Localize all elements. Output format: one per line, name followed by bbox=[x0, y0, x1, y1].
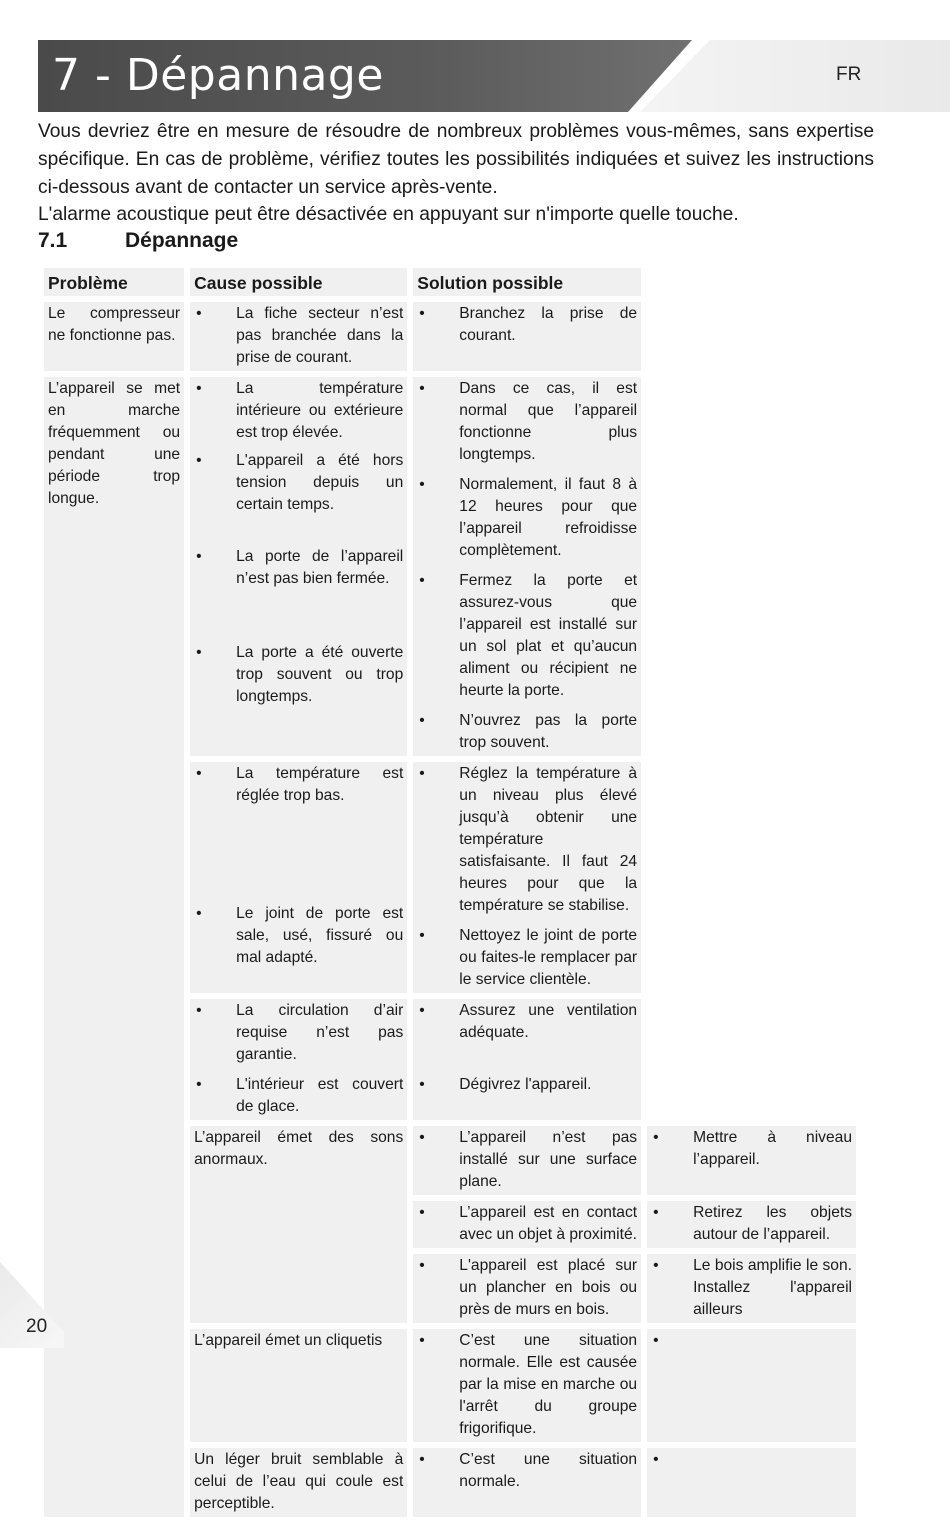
cause-cell bbox=[413, 1448, 641, 1517]
cause-cell bbox=[190, 762, 407, 993]
bullet-icon: • bbox=[196, 452, 202, 469]
bullet-icon: • bbox=[196, 1076, 202, 1093]
header-problem: Problème bbox=[44, 268, 184, 296]
cause-text: C’est une situation normale. Elle est causée par la mise en marche ou l'arrêt du groupe frigorifique. bbox=[459, 1332, 638, 1437]
cause-text: L’appareil est en contact avec un objet à proximité. bbox=[459, 1204, 638, 1243]
bullet-icon: • bbox=[653, 1332, 659, 1349]
intro-text bbox=[38, 118, 874, 229]
cause-text: L'appareil a été hors tension depuis un certain temps. bbox=[236, 452, 404, 513]
bullet-icon: • bbox=[653, 1257, 659, 1274]
cause-text: La circulation d’air requise n’est pas garantie. bbox=[236, 1002, 404, 1063]
cause-cell bbox=[190, 302, 407, 371]
bullet-icon: • bbox=[419, 1076, 425, 1093]
cause-text: L'appareil est placé sur un plancher en bois ou près de murs en bois. bbox=[459, 1257, 638, 1318]
bullet-icon: • bbox=[196, 905, 202, 922]
solution-text: N’ouvrez pas la porte trop souvent. bbox=[459, 712, 638, 751]
cause-cell bbox=[190, 999, 407, 1120]
header-solution: Solution possible bbox=[413, 268, 641, 296]
solution-text: Dégivrez l'appareil. bbox=[459, 1076, 592, 1093]
solution-text: Le bois amplifie le son. Installez l'appareil ailleurs bbox=[693, 1257, 852, 1318]
cause-cell bbox=[413, 1126, 641, 1195]
bullet-icon: • bbox=[419, 927, 425, 944]
cause-text: Le joint de porte est sale, usé, fissuré ou mal adapté. bbox=[236, 905, 404, 966]
section-heading bbox=[38, 229, 238, 253]
section-title: Dépannage bbox=[125, 229, 239, 252]
solution-text: Réglez la température à un niveau plus élevé jusqu’à obtenir une température satisfaisante. Il faut 24 heures pour que la température se stabilise. bbox=[459, 765, 638, 914]
solution-cell bbox=[413, 999, 641, 1120]
table-header-row bbox=[44, 268, 856, 296]
solution-cell bbox=[413, 302, 641, 371]
language-code: FR bbox=[836, 64, 862, 85]
solution-cell bbox=[647, 1329, 856, 1442]
bullet-icon: • bbox=[419, 305, 425, 322]
bullet-icon: • bbox=[196, 1002, 202, 1019]
problem-cell: Le compresseur ne fonctionne pas. bbox=[44, 302, 184, 371]
cause-cell bbox=[413, 1201, 641, 1248]
cause-cell bbox=[413, 1254, 641, 1323]
solution-text: Branchez la prise de courant. bbox=[459, 305, 638, 344]
solution-text: Assurez une ventilation adéquate. bbox=[459, 1002, 638, 1041]
bullet-icon: • bbox=[196, 380, 202, 397]
bullet-icon: • bbox=[419, 765, 425, 782]
cause-text: La fiche secteur n’est pas branchée dans la prise de courant. bbox=[236, 305, 404, 366]
solution-cell bbox=[647, 1126, 856, 1195]
cause-text: La porte a été ouverte trop souvent ou trop longtemps. bbox=[236, 644, 404, 705]
cause-text: La température intérieure ou extérieure est trop élevée. bbox=[236, 380, 404, 441]
cause-cell bbox=[190, 377, 407, 756]
bullet-icon: • bbox=[419, 1451, 425, 1468]
bullet-icon: • bbox=[419, 1332, 425, 1349]
solution-cell bbox=[647, 1201, 856, 1248]
section-number: 7.1 bbox=[38, 229, 68, 252]
table-row bbox=[44, 377, 856, 756]
cause-cell bbox=[413, 1329, 641, 1442]
header-cause: Cause possible bbox=[190, 268, 407, 296]
cause-text: C’est une situation normale. bbox=[459, 1451, 638, 1490]
solution-text: Fermez la porte et assurez-vous que l’appareil est installé sur un sol plat et qu’aucun aliment ou récipient ne heurte la porte. bbox=[459, 572, 638, 699]
solution-cell bbox=[413, 377, 641, 756]
solution-text: Normalement, il faut 8 à 12 heures pour que l’appareil refroidisse complètement. bbox=[459, 476, 638, 559]
header-banner-light bbox=[640, 40, 950, 112]
solution-cell bbox=[647, 1448, 856, 1517]
bullet-icon: • bbox=[419, 712, 425, 729]
bullet-icon: • bbox=[196, 305, 202, 322]
intro-paragraph-1: Vous devriez être en mesure de résoudre de nombreux problèmes vous-mêmes, sans expertise spécifique. En cas de problème, vérifiez toutes les possibilités indiquées et suivez les instructions ci-dessous avant de contacter un service après-vente. bbox=[38, 121, 874, 198]
bullet-icon: • bbox=[653, 1129, 659, 1146]
bullet-icon: • bbox=[653, 1451, 659, 1468]
bullet-icon: • bbox=[419, 380, 425, 397]
problem-cell: L’appareil émet un cliquetis bbox=[190, 1329, 407, 1442]
page-number: 20 bbox=[26, 1316, 48, 1337]
bullet-icon: • bbox=[419, 1257, 425, 1274]
bullet-icon: • bbox=[419, 1002, 425, 1019]
bullet-icon: • bbox=[419, 1129, 425, 1146]
solution-text: Mettre à niveau l’appareil. bbox=[693, 1129, 852, 1168]
bullet-icon: • bbox=[196, 548, 202, 565]
problem-cell: L’appareil se met en marche fréquemment ou pendant une période trop longue. bbox=[44, 377, 184, 1517]
cause-text: L’appareil n’est pas installé sur une surface plane. bbox=[459, 1129, 638, 1190]
intro-paragraph-2: L'alarme acoustique peut être désactivée en appuyant sur n'importe quelle touche. bbox=[38, 204, 739, 226]
cause-text: La température est réglée trop bas. bbox=[236, 765, 404, 804]
bullet-icon: • bbox=[196, 644, 202, 661]
cause-text: L'intérieur est couvert de glace. bbox=[236, 1076, 404, 1115]
cause-text: La porte de l’appareil n’est pas bien fermée. bbox=[236, 548, 404, 587]
bullet-icon: • bbox=[653, 1204, 659, 1221]
solution-text: Nettoyez le joint de porte ou faites-le remplacer par le service clientèle. bbox=[459, 927, 638, 988]
solution-text: Retirez les objets autour de l’appareil. bbox=[693, 1204, 852, 1243]
bullet-icon: • bbox=[419, 1204, 425, 1221]
bullet-icon: • bbox=[419, 572, 425, 589]
problem-cell: Un léger bruit semblable à celui de l’eau qui coule est perceptible. bbox=[190, 1448, 407, 1517]
solution-cell bbox=[647, 1254, 856, 1323]
table-row bbox=[44, 302, 856, 371]
bullet-icon: • bbox=[419, 476, 425, 493]
problem-cell: L’appareil émet des sons anormaux. bbox=[190, 1126, 407, 1323]
chapter-title: 7 - Dépannage bbox=[52, 50, 384, 101]
solution-cell bbox=[413, 762, 641, 993]
solution-text: Dans ce cas, il est normal que l’appareil fonctionne plus longtemps. bbox=[459, 380, 638, 463]
troubleshooting-table bbox=[38, 262, 862, 1523]
bullet-icon: • bbox=[196, 765, 202, 782]
